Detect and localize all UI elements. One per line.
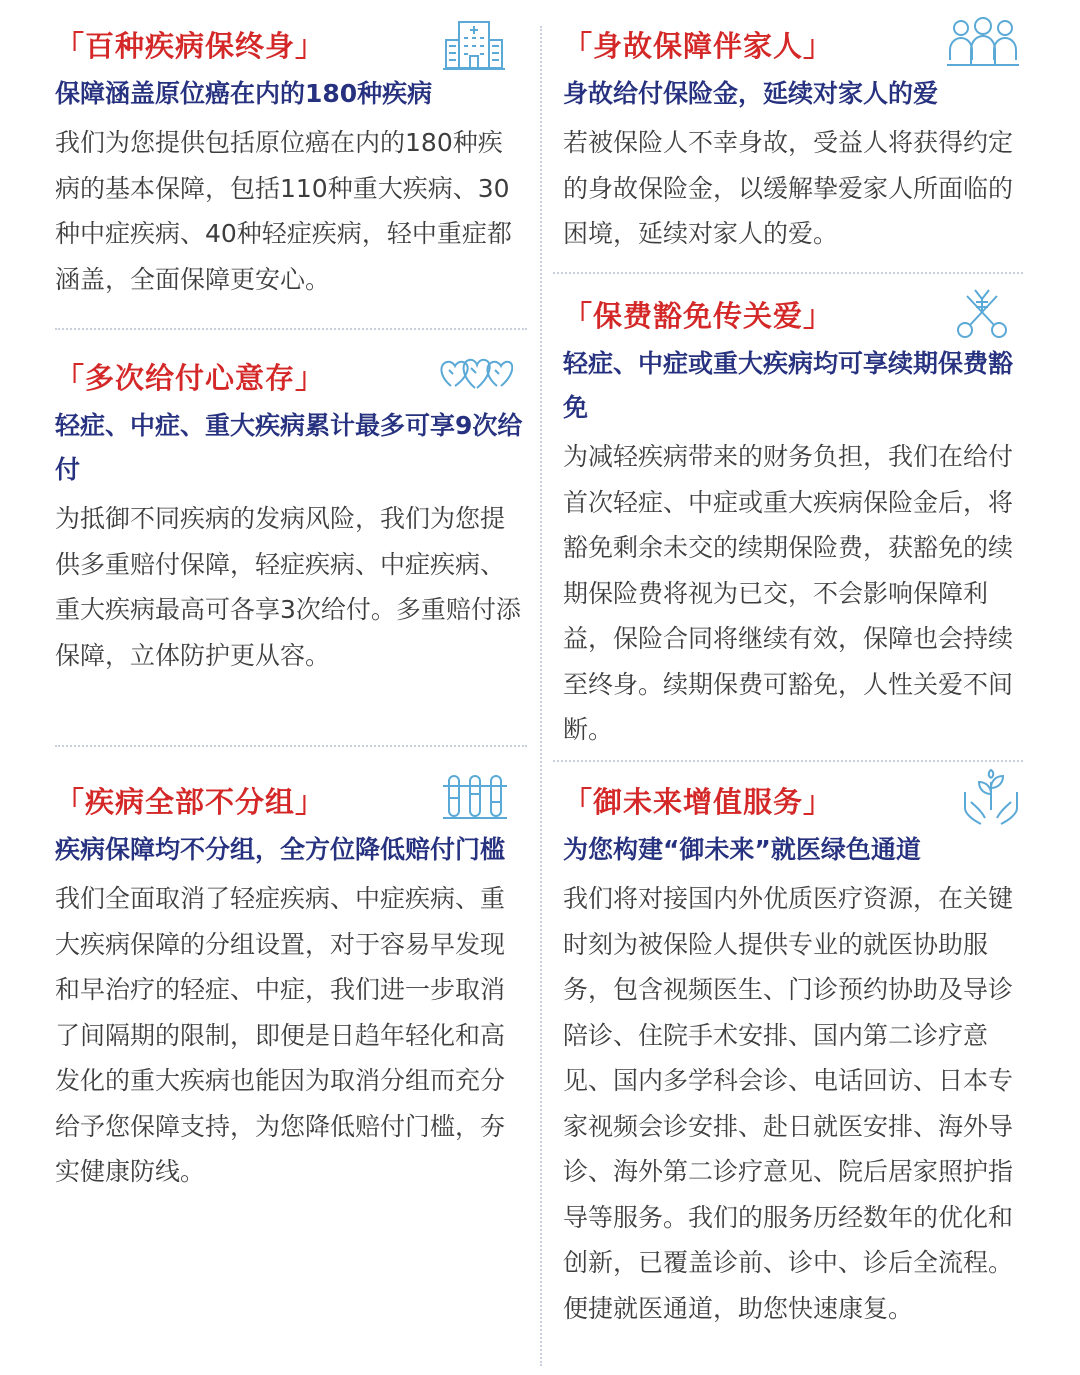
section-subtitle: 为您构建“御未来”就医绿色通道 [563,835,921,864]
family-icon [947,16,1019,68]
section-multiple-payouts [55,360,525,678]
hearts-icon [437,352,513,394]
section-subtitle: 身故给付保险金，延续对家人的爱 [563,79,939,108]
column-divider [540,26,542,1366]
section-death-benefit [563,28,1025,257]
hospital-building-icon [443,18,505,72]
section-title: 「疾病全部不分组」 [55,785,326,819]
section-separator [553,760,1023,762]
section-subtitle: 保障涵盖原位癌在内的180种疾病 [55,79,433,108]
section-value-added-service [563,784,1025,1331]
section-separator [553,272,1023,274]
section-body: 为减轻疾病带来的财务负担，我们在给付首次轻症、中症或重大疾病保险金后，将豁免剩余未交的续期保险费，获豁免的续期保险费将视为已交，不会影响保障利益，保险合同将继续有效，保障也会持续至终身。续期保费可豁免，人性关爱不间断。 [563,442,1014,744]
section-title: 「身故保障伴家人」 [563,29,834,63]
section-body: 我们为您提供包括原位癌在内的180种疾病的基本保障，包括110种重大疾病、30种中症疾病、40种轻症疾病，轻中重症都涵盖，全面保障更安心。 [55,128,512,294]
section-critical-illness [55,28,525,302]
section-title: 「御未来增值服务」 [563,785,834,819]
test-tubes-icon [441,770,509,822]
hands-plant-icon [961,768,1021,828]
section-body: 我们全面取消了轻症疾病、中症疾病、重大疾病保障的分组设置，对于容易早发现和早治疗的轻症、中症，我们进一步取消了间隔期的限制，即便是日趋年轻化和高发化的重大疾病也能因为取消分组而充分给予您保障支持，为您降低赔付门槛，夯实健康防线。 [55,884,506,1186]
section-no-grouping [55,784,525,1195]
section-title: 「百种疾病保终身」 [55,29,326,63]
section-title: 「多次给付心意存」 [55,361,326,395]
section-separator [55,745,527,747]
section-body: 我们将对接国内外优质医疗资源，在关键时刻为被保险人提供专业的就医协助服务，包含视频医生、门诊预约协助及导诊陪诊、住院手术安排、国内第二诊疗意见、国内多学科会诊、电话回访、日本专家视频会诊安排、赴日就医安排、海外导诊、海外第二诊疗意见、院后居家照护指导等服务。我们的服务历经数年的优化和创新，已覆盖诊前、诊中、诊后全流程。便捷就医通道，助您快速康复。 [563,884,1014,1323]
section-subtitle: 轻症、中症、重大疾病累计最多可享9次给付 [55,411,523,484]
section-subtitle: 轻症、中症或重大疾病均可享续期保费豁免 [563,349,1014,422]
section-premium-waiver [563,298,1025,753]
section-body: 若被保险人不幸身故，受益人将获得约定的身故保险金，以缓解挚爱家人所面临的困境，延续对家人的爱。 [563,128,1014,248]
section-body: 为抵御不同疾病的发病风险，我们为您提供多重赔付保障，轻症疾病、中症疾病、重大疾病最高可各享3次给付。多重赔付添保障，立体防护更从容。 [55,504,521,670]
yen-scissors-icon [953,286,1011,342]
section-title: 「保费豁免传关爱」 [563,299,834,333]
section-subtitle: 疾病保障均不分组，全方位降低赔付门槛 [55,835,506,864]
section-separator [55,328,527,330]
